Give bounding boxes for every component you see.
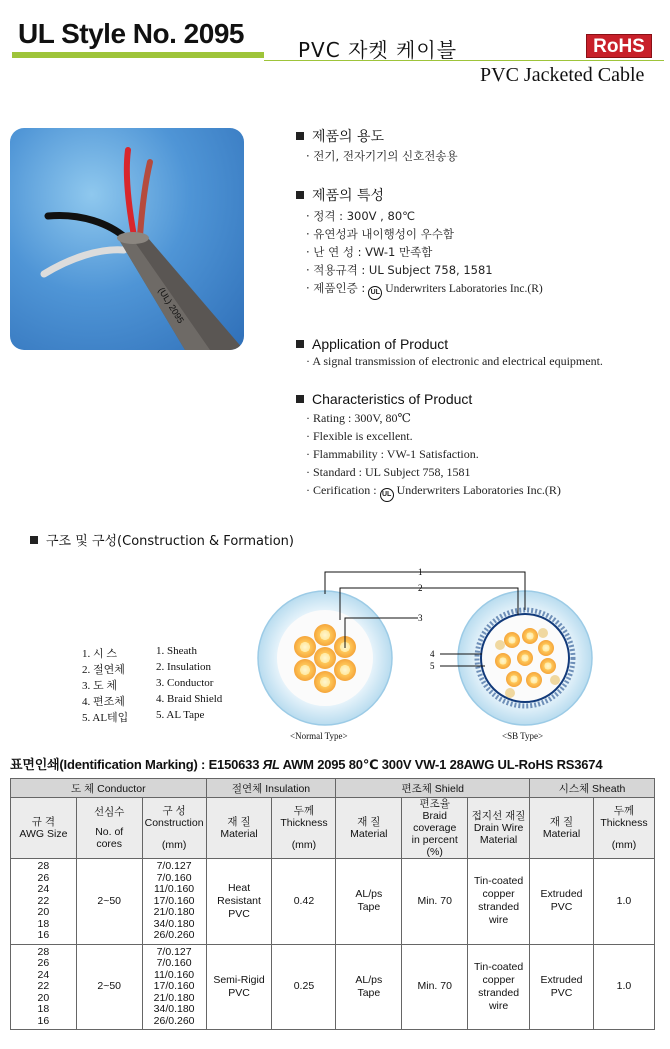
table-column-header: 규 격 AWG Size 선심수 No. of cores 구 성 Construction (mm) 재 질 Material 두께 Thickness (mm) 재 질 Material 편조율 Braid coverage in percent (%) 접지선 재질 Drain Wire Material 재 질 Material 두께 Thickness (mm): [11, 798, 655, 859]
sb-type-caption: <SB Type>: [502, 731, 544, 741]
spec-table: [10, 778, 655, 1030]
application-heading-en: Application of Product: [296, 336, 448, 352]
features-heading-kr: 제품의 특성: [296, 185, 384, 205]
application-item-en: · A signal transmission of electronic and electrical equipment.: [306, 354, 603, 368]
table-cell: 28 26 24 22 20 18 16: [11, 944, 77, 1030]
callout-5: 5: [430, 661, 435, 671]
table-row: [11, 944, 655, 1030]
table-cell: Tin-coated copper stranded wire: [468, 859, 530, 945]
table-cell: 7/0.127 7/0.160 11/0.160 17/0.160 21/0.180 34/0.180 26/0.260: [142, 944, 206, 1030]
table-group-header: 도 체 Conductor 절연체 Insulation 편조체 Shield 시스체 Sheath: [11, 779, 655, 798]
usage-item-kr: · 전기, 전자기기의 신호전송용: [306, 149, 458, 163]
characteristics-heading-en: Characteristics of Product: [296, 391, 472, 407]
table-cell: Heat Resistant PVC: [206, 859, 272, 945]
legend-en: 1. Sheath 2. Insulation 3. Conductor 4. Braid Shield 5. AL Tape: [156, 645, 223, 721]
callout-4: 4: [430, 649, 435, 659]
characteristic-item-en: · Standard : UL Subject 758, 1581: [306, 465, 471, 479]
korean-title: PVC 자켓 케이블: [298, 38, 458, 62]
legend-kr: 1. 시 스 2. 절연체 3. 도 체 4. 편조체 5. AL테입: [82, 648, 129, 724]
table-cell: 2~50: [76, 944, 142, 1030]
feature-item-kr: · 유연성과 내이행성이 우수함: [306, 227, 454, 241]
page-title: UL Style No. 2095: [18, 18, 244, 49]
normal-type-caption: <Normal Type>: [290, 731, 348, 741]
table-cell: 1.0: [593, 859, 654, 945]
table-cell: 7/0.127 7/0.160 11/0.160 17/0.160 21/0.180 34/0.180 26/0.260: [142, 859, 206, 945]
ul-cert-icon: UL: [368, 286, 382, 300]
usage-heading-kr: 제품의 용도: [296, 126, 384, 146]
construction-heading: 구조 및 구성(Construction & Formation): [30, 530, 294, 549]
product-photo: [10, 128, 244, 350]
table-cell: 2~50: [76, 859, 142, 945]
cross-section-diagram: [250, 560, 670, 750]
table-row: [11, 859, 655, 945]
characteristic-item-en: · Flammability : VW-1 Satisfaction.: [306, 447, 479, 461]
table-cell: Semi-Rigid PVC: [206, 944, 272, 1030]
feature-cert-kr: · 제품인증 : UL Underwriters Laboratories Inc.(R): [306, 280, 543, 300]
ul-cert-icon: UL: [380, 488, 394, 502]
feature-item-kr: · 정격 : 300V , 80℃: [306, 209, 416, 223]
identification-marking: 표면인쇄(Identification Marking) : E150633 ЯL AWM 2095 80℃ 300V VW-1 28AWG UL-RoHS RS3674: [10, 757, 603, 772]
table-cell: 0.42: [272, 859, 336, 945]
title-underline: [12, 52, 264, 58]
table-cell: 1.0: [593, 944, 654, 1030]
feature-item-kr: · 난 연 성 : VW-1 만족함: [306, 245, 433, 259]
characteristic-item-en: · Rating : 300V, 80℃: [306, 411, 411, 425]
callout-1: 1: [418, 567, 423, 577]
english-title: PVC Jacketed Cable: [480, 64, 645, 86]
table-cell: Tin-coated copper stranded wire: [468, 944, 530, 1030]
table-cell: Min. 70: [402, 944, 468, 1030]
table-cell: 0.25: [272, 944, 336, 1030]
callout-2: 2: [418, 583, 423, 593]
table-cell: AL/ps Tape: [336, 859, 402, 945]
rohs-badge: RoHS: [586, 34, 652, 58]
callout-3: 3: [418, 613, 423, 623]
characteristic-cert-en: · Cerification : UL Underwriters Laboratories Inc.(R): [306, 483, 561, 502]
feature-item-kr: · 적용규격 : UL Subject 758, 1581: [306, 263, 493, 277]
cable-illustration: [10, 128, 244, 350]
characteristic-item-en: · Flexible is excellent.: [306, 429, 413, 443]
ul-recognized-icon: ЯL: [262, 757, 280, 772]
normal-type-section: [258, 591, 392, 725]
cable-print: (UL) 2095: [156, 285, 186, 326]
table-cell: Extruded PVC: [530, 859, 594, 945]
table-cell: 28 26 24 22 20 18 16: [11, 859, 77, 945]
sb-type-section: [458, 591, 592, 725]
table-cell: Extruded PVC: [530, 944, 594, 1030]
table-cell: AL/ps Tape: [336, 944, 402, 1030]
table-cell: Min. 70: [402, 859, 468, 945]
